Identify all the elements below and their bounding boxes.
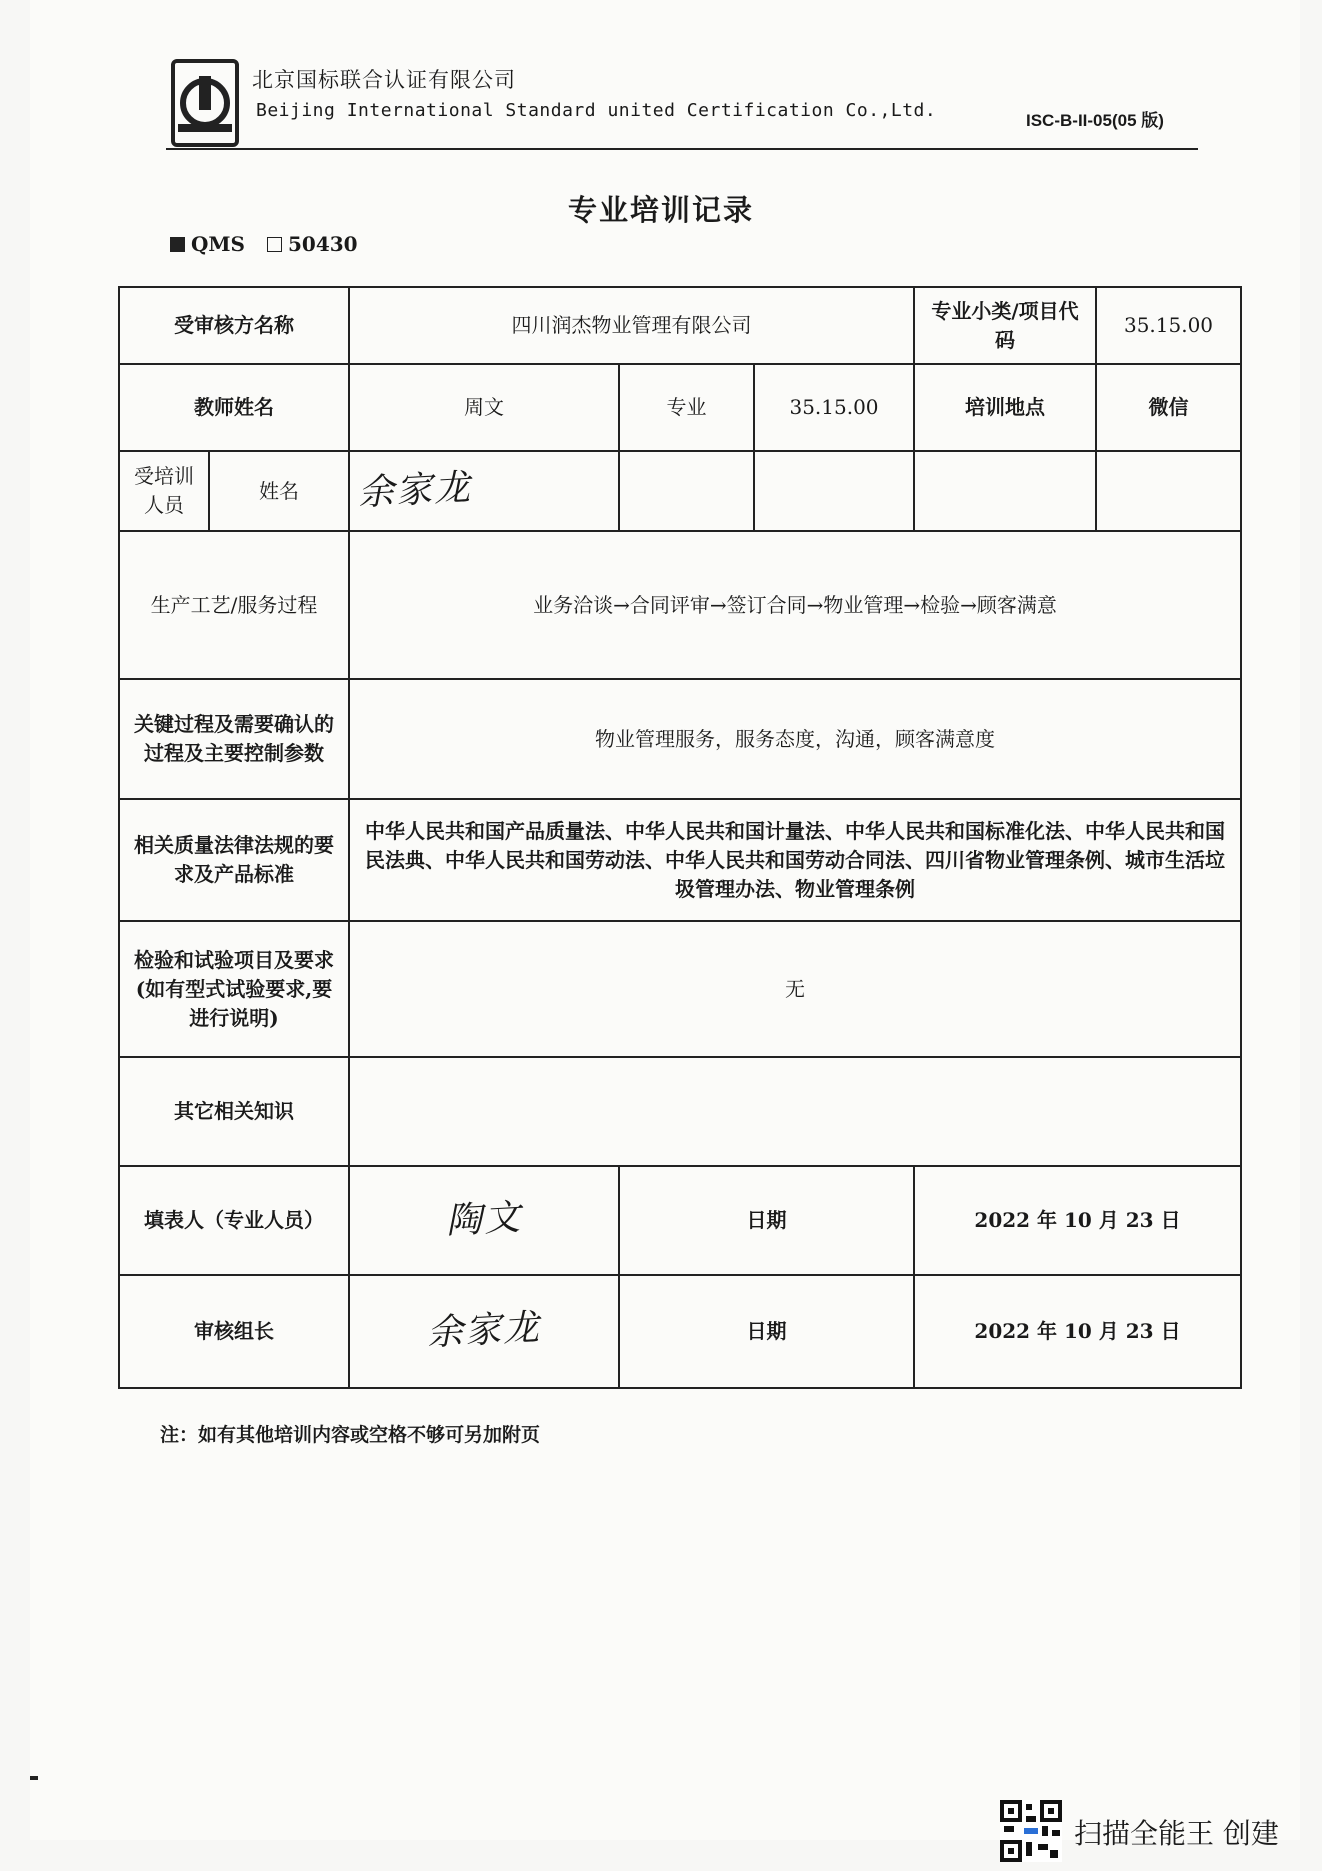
location-label: 培训地点 (914, 364, 1096, 451)
filler-signature-cell (349, 1166, 619, 1275)
trainee-empty-4 (1096, 451, 1241, 531)
auditee-label: 受审核方名称 (119, 287, 349, 364)
header-divider (166, 148, 1198, 150)
standard-checkboxes (170, 232, 358, 256)
teacher-label: 教师姓名 (119, 364, 349, 451)
teacher-value: 周文 (349, 364, 619, 451)
law-value: 中华人民共和国产品质量法、中华人民共和国计量法、中华人民共和国标准化法、中华人民共和国民法典、中华人民共和国劳动法、中华人民共和国劳动合同法、四川省物业管理条例、城市生活垃圾管理办法、物业管理条例 (349, 799, 1241, 921)
trainee-empty-1 (619, 451, 754, 531)
location-value: 微信 (1096, 364, 1241, 451)
document-title: 专业培训记录 (567, 193, 754, 227)
scanner-app-label: 扫描全能王 创建 (1074, 1817, 1279, 1850)
50430-checkbox (267, 237, 282, 252)
qms-checkbox (170, 237, 185, 252)
inspection-value: 无 (349, 921, 1241, 1057)
trainee-signature-cell (349, 451, 619, 531)
name-label: 姓名 (209, 451, 349, 531)
trainee-empty-2 (754, 451, 914, 531)
other-value (349, 1057, 1241, 1166)
auditee-value: 四川润杰物业管理有限公司 (349, 287, 914, 364)
qr-code-icon (1000, 1800, 1062, 1862)
leader-date-value: 2022 年 10 月 23 日 (914, 1275, 1241, 1388)
specialty-label: 专业 (619, 364, 754, 451)
qms-label: QMS (191, 232, 246, 256)
50430-label: 50430 (288, 232, 358, 256)
leader-signature: 余家龙 (425, 1307, 542, 1355)
category-value: 35.15.00 (1096, 287, 1241, 364)
training-record-table (118, 286, 1242, 1389)
company-name-en: Beijing International Standard united Certification Co.,Ltd. (256, 100, 937, 121)
process-value: 业务洽谈→合同评审→签订合同→物业管理→检验→顾客满意 (349, 531, 1241, 679)
leader-label: 审核组长 (119, 1275, 349, 1388)
other-label: 其它相关知识 (119, 1057, 349, 1166)
key-process-label: 关键过程及需要确认的过程及主要控制参数 (119, 679, 349, 799)
fill-date-value: 2022 年 10 月 23 日 (914, 1166, 1241, 1275)
leader-signature-cell (349, 1275, 619, 1388)
key-process-value: 物业管理服务，服务态度，沟通，顾客满意度 (349, 679, 1241, 799)
fill-date-label: 日期 (619, 1166, 914, 1275)
trainee-label: 受培训人员 (119, 451, 209, 531)
company-name-cn: 北京国标联合认证有限公司 (252, 68, 516, 92)
inspection-label: 检验和试验项目及要求(如有型式试验要求,要进行说明) (119, 921, 349, 1057)
category-label: 专业小类/项目代码 (914, 287, 1096, 364)
form-code: ISC-B-II-05(05 版) (1026, 111, 1164, 130)
process-label: 生产工艺/服务过程 (119, 531, 349, 679)
leader-date-label: 日期 (619, 1275, 914, 1388)
margin-mark (30, 1776, 38, 1780)
trainee-empty-3 (914, 451, 1096, 531)
specialty-value: 35.15.00 (754, 364, 914, 451)
filler-signature: 陶文 (444, 1197, 523, 1243)
footnote: 注：如有其他培训内容或空格不够可另加附页 (160, 1424, 541, 1446)
filler-label: 填表人（专业人员） (119, 1166, 349, 1275)
law-label: 相关质量法律法规的要求及产品标准 (119, 799, 349, 921)
trainee-signature: 余家龙 (356, 466, 473, 514)
company-logo-icon (170, 58, 240, 148)
